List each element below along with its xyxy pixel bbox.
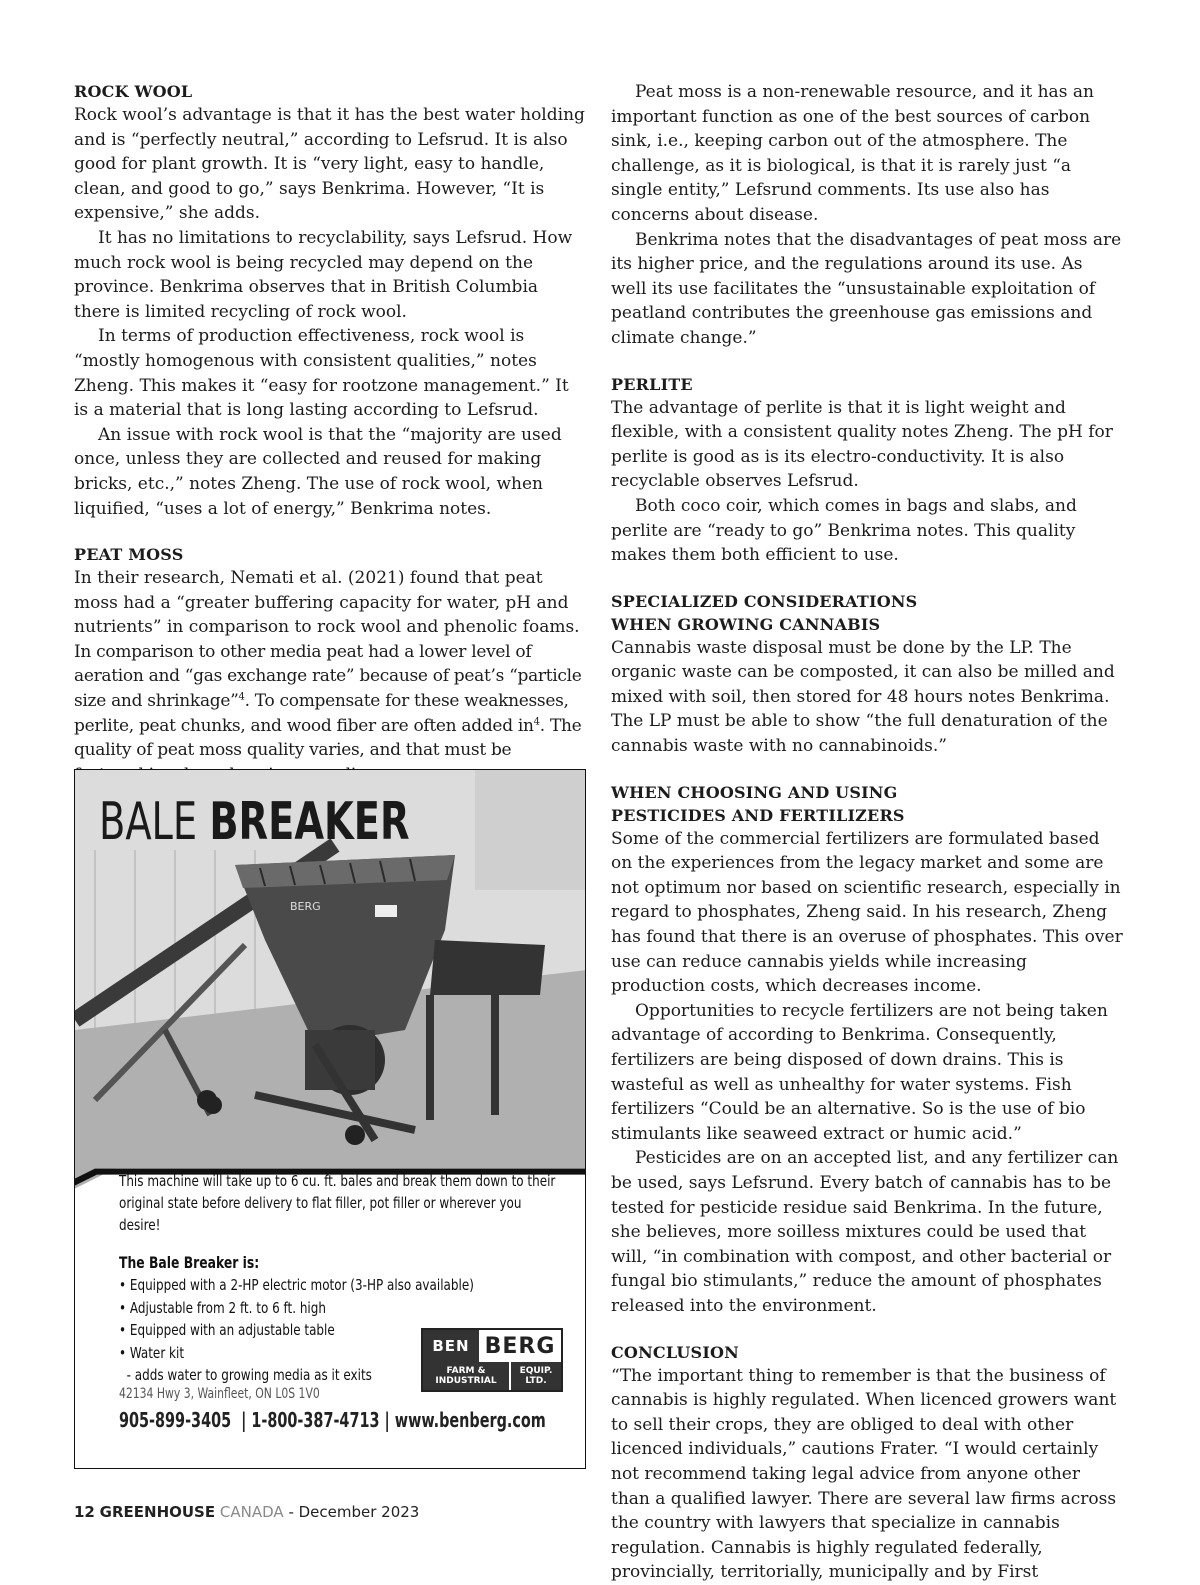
bale-breaker-ad bbox=[74, 769, 586, 1469]
paragraph: Peat moss is a non-renewable resource, and it has an important function as one of the best sources of carbon sink, i.e., keeping carbon out of the atmosphere. The challenge, as it is biological, is that it is rarely just “a single entity,” Lefsrund comments. Its use also has concerns about disease. bbox=[611, 82, 1094, 225]
ad-intro: This machine will take up to 6 cu. ft. bales and break them down to their original state before delivery to flat filler, pot filler or wherever you desire! bbox=[119, 1172, 556, 1234]
section-heading-rock-wool: ROCK WOOL bbox=[74, 82, 193, 101]
magazine-name-suffix: CANADA bbox=[219, 1503, 284, 1521]
section-heading-cannabis: SPECIALIZED CONSIDERATIONS WHEN GROWING CANNABIS bbox=[611, 591, 918, 634]
paragraph: Rock wool’s advantage is that it has the best water holding and is “perfectly neutral,” according to Lefsrud. It is also good for plant growth. It is “very light, easy to handle, clean, and good to go,” says Benkrima. However, “It is expensive,” she adds. bbox=[74, 105, 585, 224]
right-column bbox=[611, 80, 1123, 1585]
ad-feature: - adds water to growing media as it exits bbox=[119, 1366, 372, 1384]
logo-ben: BEN bbox=[423, 1330, 479, 1362]
footnote-ref: 4 bbox=[238, 691, 245, 703]
paragraph: An issue with rock wool is that the “majority are used once, unless they are collected and reused for making bricks, etc.,” notes Zheng. The use of rock wool, when liquified, “uses a lot of energy,” Benkrima notes. bbox=[74, 424, 562, 519]
magazine-name: GREENHOUSE bbox=[99, 1503, 216, 1521]
paragraph: Opportunities to recycle fertilizers are not being taken advantage of according to Benkrima. Consequently, fertilizers are being disposed of down drains. This is wasteful as well as unhealthy for water systems. Fish fertilizers “Could be an alternative. So is the use of bio stimulants like seaweed extract or humic acid.” bbox=[611, 1000, 1108, 1144]
section-heading-peat-moss: PEAT MOSS bbox=[74, 545, 184, 565]
logo-berg: BERG bbox=[484, 1333, 556, 1359]
paragraph: In comparison to other media peat had a lower level of aeration and “gas exchange rate” because of peat’s “particle size and shrinkage”$^4$. To compensate for these weaknesses, perlite, peat chunks, and wood fiber are often added $in^4$. The quality of peat moss quality varies, and that must be bbox=[74, 641, 582, 761]
logo-farm: FARM & INDUSTRIAL bbox=[423, 1362, 511, 1390]
left-column bbox=[74, 80, 586, 787]
paragraph: The advantage of perlite is that it is light weight and flexible, with a consistent quality notes Zheng. The pH for perlite is good as is its electro-conductivity. It is also recyclable observes Lefsrud. bbox=[611, 397, 1113, 492]
logo-equip: EQUIP. LTD. bbox=[519, 1366, 553, 1386]
paragraph: Benkrima notes that the disadvantages of peat moss are its higher price, and the regulations around its use. As well its use facilitates the “unsustainable exploitation of peatland contributes the greenhouse gas emissions and climate change.” bbox=[611, 229, 1122, 348]
paragraph: In terms of production effectiveness, rock wool is “mostly homogenous with consistent qualities,” notes Zheng. This makes it “easy for rootzone management.” It is a material that is long lasting according to Lefsrud. bbox=[74, 326, 569, 421]
issue-date: - December 2023 bbox=[288, 1503, 420, 1521]
section-heading-pesticides: WHEN CHOOSING AND USING PESTICIDES AND FERTILIZERS bbox=[611, 782, 905, 825]
ad-address: 42134 Hwy 3, Wainfleet, ON L0S 1V0 bbox=[119, 1386, 320, 1402]
paragraph: Both coco coir, which comes in bags and slabs, and perlite are “ready to go” Benkrima notes. This quality makes them both efficient to use. bbox=[611, 495, 1077, 566]
paragraph: In their research, Nemati et al. (2021) found that peat moss had a “greater buffering capacity for water, pH and nutrients” in comparison to rock wool and phenolic foams. bbox=[74, 568, 580, 638]
ad-feature: • Adjustable from 2 ft. to 6 ft. high bbox=[119, 1298, 326, 1317]
machine-label: BERG bbox=[290, 900, 321, 913]
ben-berg-logo bbox=[421, 1328, 563, 1392]
ad-feature: • Equipped with an adjustable table bbox=[119, 1321, 335, 1339]
ad-title: BALE BREAKER bbox=[99, 792, 410, 852]
section-heading-perlite: PERLITE bbox=[611, 374, 693, 394]
ad-feature: • Water kit bbox=[119, 1343, 185, 1362]
page-number: 12 bbox=[74, 1503, 95, 1521]
page-footer bbox=[74, 1503, 419, 1521]
ad-feature: • Equipped with a 2-HP electric motor (3-HP also available) bbox=[119, 1276, 474, 1294]
paragraph: It has no limitations to recyclability, says Lefsrud. How much rock wool is being recycled may depend on the province. Benkrima observes that in British Columbia there is limited recycling of rock wool. bbox=[74, 227, 573, 322]
paragraph: Pesticides are on an accepted list, and any fertilizer can be used, says Lefsrund. Every batch of cannabis has to be tested for pesticide residue said Benkrima. In the future, she believes, more soilless mixtures could be used that will, “in combination with compost, and other bacterial or fungal bio stimulants,” reduce the amount of phosphates released into the environment. bbox=[611, 1148, 1119, 1316]
paragraph: Cannabis waste disposal must be done by the LP. The organic waste can be composted, it can also be milled and mixed with soil, then stored for 48 hours notes Benkrima. The LP must be able to show “the full denaturation of the cannabis waste with no cannabinoids.” bbox=[611, 637, 1115, 757]
paragraph: Some of the commercial fertilizers are formulated based on the experiences from the legacy market and some are not optimum nor based on scientific research, especially in regard to phosphates, Zheng said. In his research, Zheng has found that there is an overuse of phosphates. This over use can reduce cannabis yields while increasing production costs, which decreases income. bbox=[611, 828, 1123, 997]
ad-contact-line: 905-899-3405 | 1-800-387-4713 | www.benberg.com bbox=[119, 1408, 546, 1432]
section-heading-conclusion: CONCLUSION bbox=[611, 1342, 739, 1362]
paragraph: “The important thing to remember is that the business of cannabis is highly regulated. When licenced growers want to sell their crops, they are obliged to deal with other licenced individuals,” cautions Frater. “I would certainly not recommend taking legal advice from anyone other than a qualified lawyer. There are several law firms across the country with lawyers that specialize in cannabis regulation. Cannabis is highly regulated federally, provincially, territorially, municipally and by First bbox=[611, 1365, 1117, 1583]
ad-subheading: The Bale Breaker is: bbox=[119, 1253, 260, 1272]
footnote-ref: 4 bbox=[533, 716, 540, 727]
